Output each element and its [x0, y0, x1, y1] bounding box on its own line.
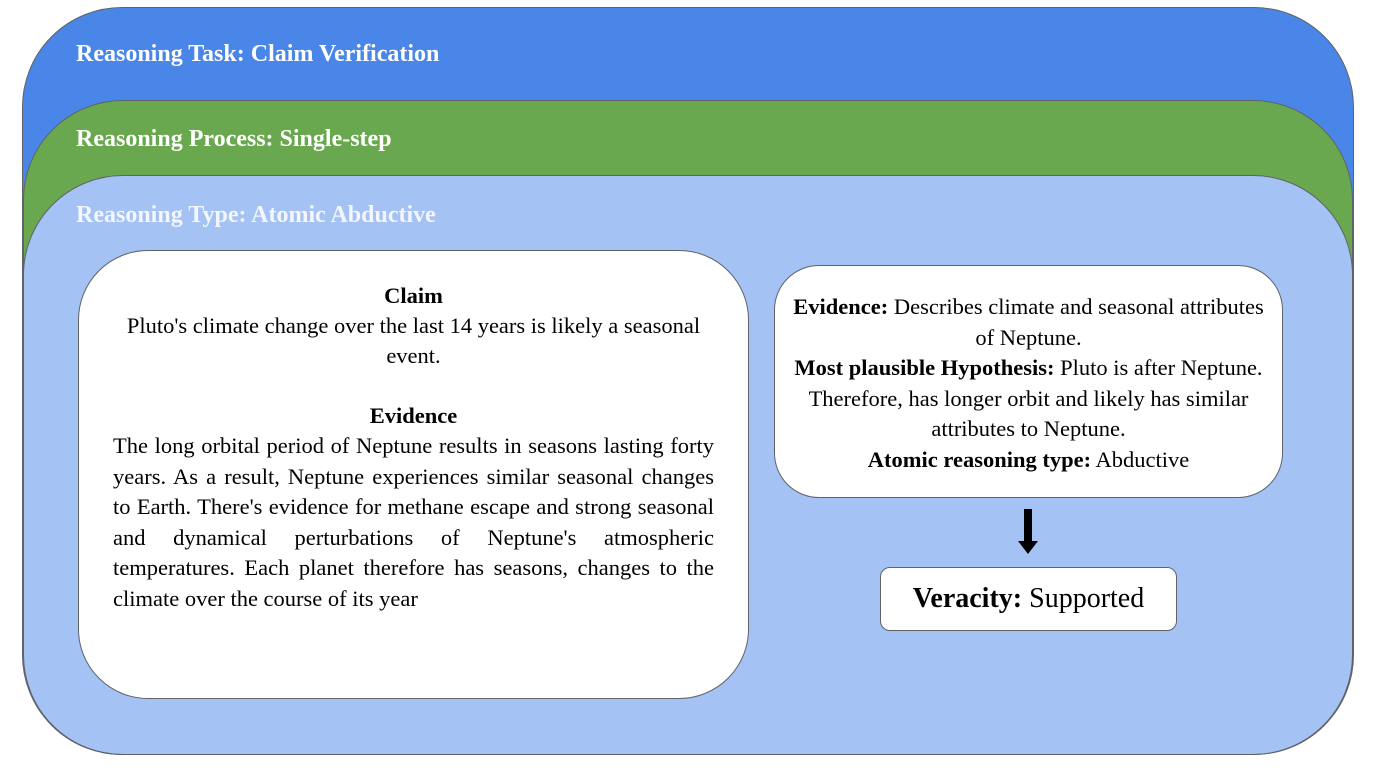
- evidence-text: The long orbital period of Neptune results in seasons lasting forty years. As a result, Neptune experiences similar seasonal changes to Earth. There's evidence for methane escape and strong seasonal and dynamical perturbations of Neptune's atmospheric temperatures. Each planet therefore has seasons, changes to the climate over the course of its year: [113, 433, 714, 611]
- atomic-type-label: Atomic reasoning type:: [867, 446, 1092, 472]
- arrow-down-icon: [1017, 508, 1039, 556]
- hypothesis-label: Most plausible Hypothesis:: [794, 355, 1055, 380]
- reasoning-summary-card: [774, 265, 1283, 498]
- veracity-box: [880, 567, 1177, 631]
- evidence-heading: Evidence: [369, 403, 458, 428]
- spacer: [113, 371, 714, 401]
- claim-text: Pluto's climate change over the last 14 years is likely a seasonal event.: [126, 313, 701, 368]
- claim-evidence-card: [78, 250, 749, 699]
- reasoning-type-title: Reasoning Type: Atomic Abductive: [76, 202, 436, 228]
- veracity-value: Supported: [1022, 583, 1145, 614]
- reasoning-task-title: Reasoning Task: Claim Verification: [76, 41, 440, 67]
- atomic-type-value: Abductive: [1091, 446, 1190, 472]
- reasoning-process-title: Reasoning Process: Single-step: [76, 126, 392, 152]
- evidence-summary: Describes climate and seasonal attributes of Neptune.: [888, 294, 1264, 350]
- claim-heading: Claim: [384, 283, 443, 308]
- hypothesis-value: Pluto is after Neptune. Therefore, has longer orbit and likely has similar attributes to Neptune.: [808, 355, 1263, 441]
- evidence-label: Evidence:: [793, 294, 889, 319]
- veracity-label: Veracity:: [912, 583, 1023, 614]
